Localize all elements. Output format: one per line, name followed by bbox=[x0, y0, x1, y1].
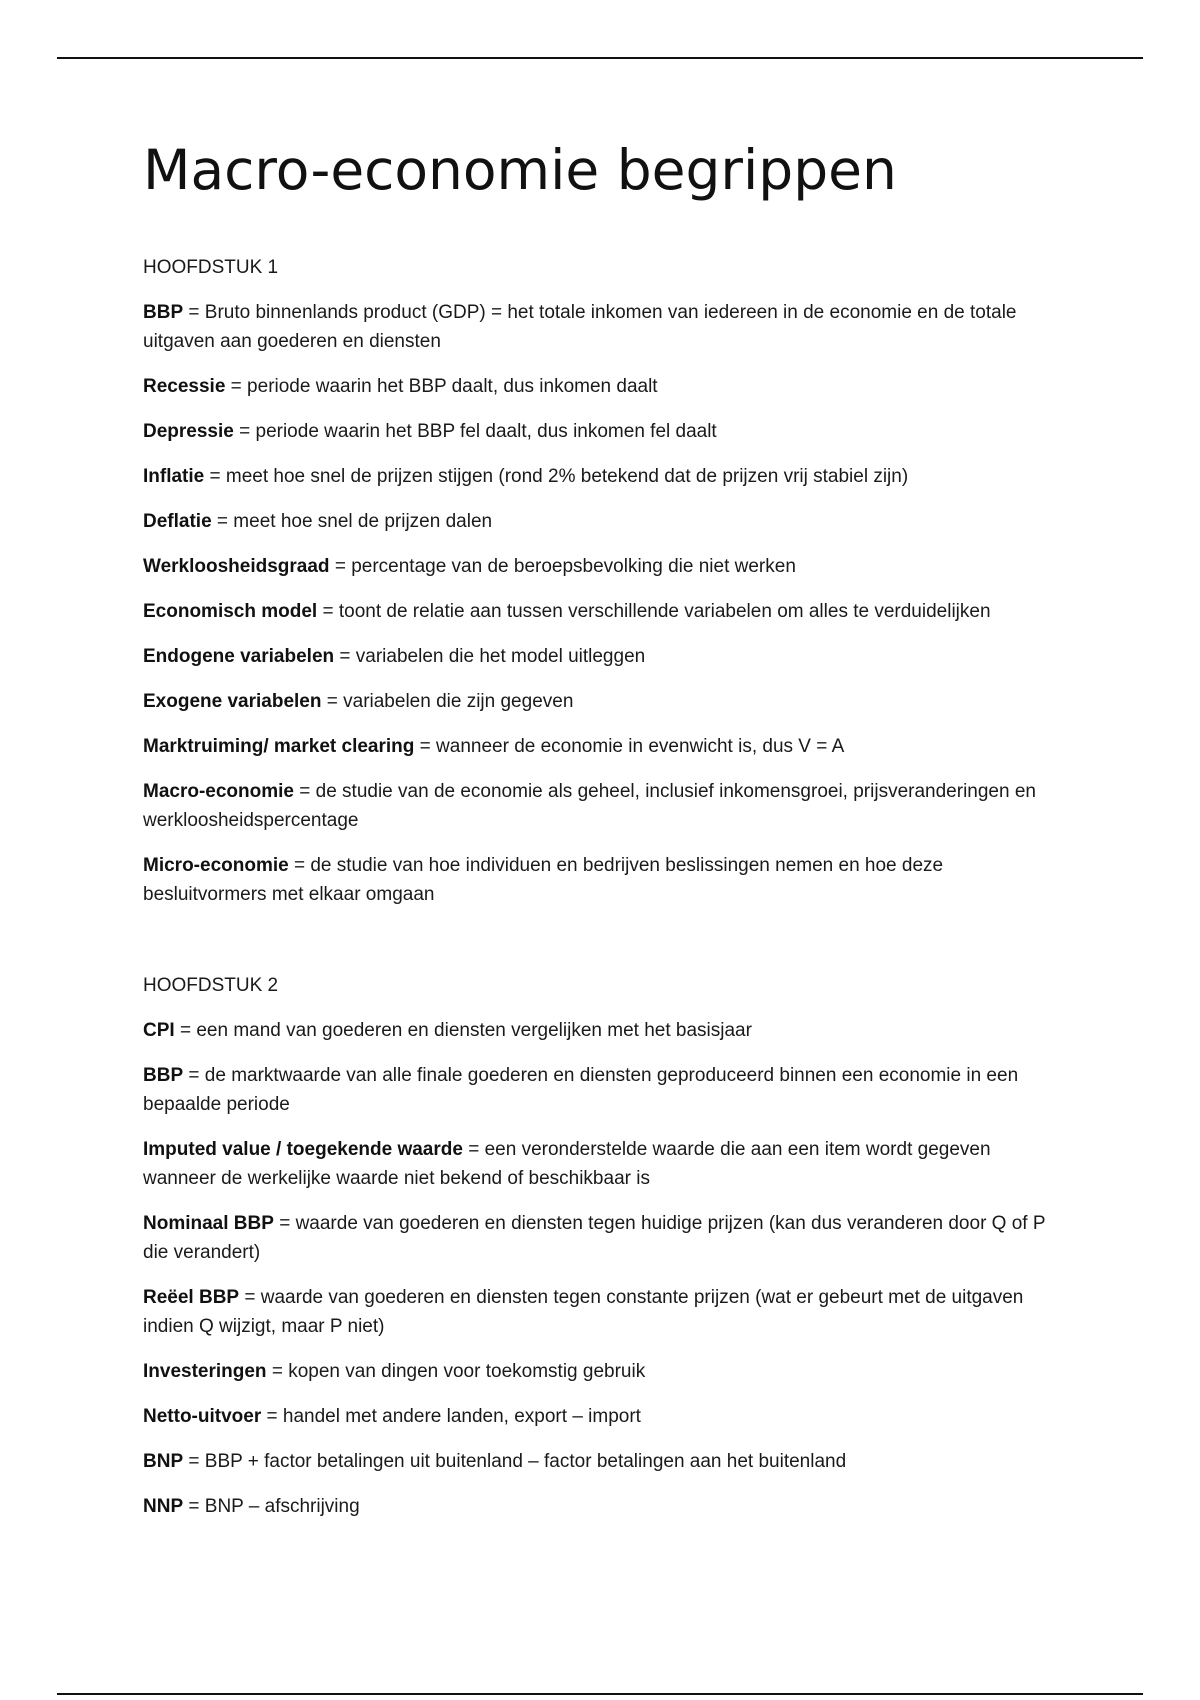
definition-entry bbox=[143, 1447, 1063, 1476]
term: Reëel BBP bbox=[143, 1287, 240, 1308]
definition: = meet hoe snel de prijzen dalen bbox=[211, 511, 493, 532]
definition-entry bbox=[143, 732, 1063, 761]
definition-entry bbox=[143, 1016, 1063, 1045]
definition: = handel met andere landen, export – import bbox=[261, 1406, 641, 1427]
definition-entry bbox=[143, 1283, 1063, 1341]
definition-entry bbox=[143, 777, 1063, 835]
term: Deflatie bbox=[143, 511, 212, 532]
definition: = variabelen die zijn gegeven bbox=[321, 691, 574, 712]
term: CPI bbox=[143, 1020, 175, 1041]
term: Investeringen bbox=[143, 1361, 267, 1382]
term: Marktruiming/ market clearing bbox=[143, 736, 415, 757]
definition: = de studie van de economie als geheel, inclusief inkomensgroei, prijsveranderingen en werkloosheidspercentage bbox=[143, 781, 1036, 831]
definition-entry bbox=[143, 1061, 1063, 1119]
definition: = een veronderstelde waarde die aan een item wordt gegeven wanneer de werkelijke waarde niet bekend of beschikbaar is bbox=[143, 1139, 991, 1189]
definition-entry bbox=[143, 372, 1063, 401]
definition: = een mand van goederen en diensten vergelijken met het basisjaar bbox=[174, 1020, 752, 1041]
definition-entry bbox=[143, 1402, 1063, 1431]
definition: = Bruto binnenlands product (GDP) = het totale inkomen van iedereen in de economie en de totale uitgaven aan goederen en diensten bbox=[143, 302, 1017, 352]
definition: = waarde van goederen en diensten tegen huidige prijzen (kan dus veranderen door Q of P die verandert) bbox=[143, 1213, 1046, 1263]
term: Depressie bbox=[143, 421, 234, 442]
definition-entry bbox=[143, 597, 1063, 626]
term: Imputed value / toegekende waarde bbox=[143, 1139, 463, 1160]
definition: = meet hoe snel de prijzen stijgen (rond 2% betekend dat de prijzen vrij stabiel zijn) bbox=[204, 466, 909, 487]
definition-entry bbox=[143, 552, 1063, 581]
definition: = kopen van dingen voor toekomstig gebruik bbox=[266, 1361, 646, 1382]
term: BNP bbox=[143, 1451, 184, 1472]
definition: = de marktwaarde van alle finale goederen en diensten geproduceerd binnen een economie in een bepaalde periode bbox=[143, 1065, 1019, 1115]
definition-entry bbox=[143, 642, 1063, 671]
definition-entry bbox=[143, 687, 1063, 716]
definition: = variabelen die het model uitleggen bbox=[334, 646, 646, 667]
footer-rule bbox=[57, 1693, 1143, 1695]
term: BBP bbox=[143, 302, 184, 323]
term: Werkloosheidsgraad bbox=[143, 556, 330, 577]
document-body bbox=[143, 253, 1063, 1537]
definition: = periode waarin het BBP fel daalt, dus inkomen fel daalt bbox=[233, 421, 717, 442]
definition-entry bbox=[143, 851, 1063, 909]
term: NNP bbox=[143, 1496, 184, 1517]
definition: = wanneer de economie in evenwicht is, dus V = A bbox=[414, 736, 845, 757]
header-rule bbox=[57, 57, 1143, 59]
term: Recessie bbox=[143, 376, 226, 397]
term: Netto-uitvoer bbox=[143, 1406, 262, 1427]
definition-entry bbox=[143, 1492, 1063, 1521]
definition-entry bbox=[143, 1209, 1063, 1267]
term: Endogene variabelen bbox=[143, 646, 335, 667]
section-heading: HOOFDSTUK 1 bbox=[143, 257, 279, 278]
definition-entry bbox=[143, 507, 1063, 536]
definition: = BBP + factor betalingen uit buitenland – factor betalingen aan het buitenland bbox=[183, 1451, 847, 1472]
term: Nominaal BBP bbox=[143, 1213, 274, 1234]
definition-entry bbox=[143, 298, 1063, 356]
definition: = BNP – afschrijving bbox=[183, 1496, 360, 1517]
definition-entry bbox=[143, 462, 1063, 491]
section-heading: HOOFDSTUK 2 bbox=[143, 975, 279, 996]
definition: = de studie van hoe individuen en bedrijven beslissingen nemen en hoe deze besluitvormers met elkaar omgaan bbox=[143, 855, 944, 905]
definition: = toont de relatie aan tussen verschillende variabelen om alles te verduidelijken bbox=[317, 601, 991, 622]
term: Economisch model bbox=[143, 601, 318, 622]
definition: = percentage van de beroepsbevolking die niet werken bbox=[329, 556, 796, 577]
term: Inflatie bbox=[143, 466, 205, 487]
definition-entry bbox=[143, 1357, 1063, 1386]
term: Exogene variabelen bbox=[143, 691, 322, 712]
term: BBP bbox=[143, 1065, 184, 1086]
definition: = waarde van goederen en diensten tegen constante prijzen (wat er gebeurt met de uitgaven indien Q wijzigt, maar P niet) bbox=[143, 1287, 1024, 1337]
page-title: Macro-economie begrippen bbox=[143, 138, 897, 202]
definition: = periode waarin het BBP daalt, dus inkomen daalt bbox=[225, 376, 658, 397]
definition-entry bbox=[143, 417, 1063, 446]
term: Micro-economie bbox=[143, 855, 289, 876]
definition-entry bbox=[143, 1135, 1063, 1193]
term: Macro-economie bbox=[143, 781, 294, 802]
